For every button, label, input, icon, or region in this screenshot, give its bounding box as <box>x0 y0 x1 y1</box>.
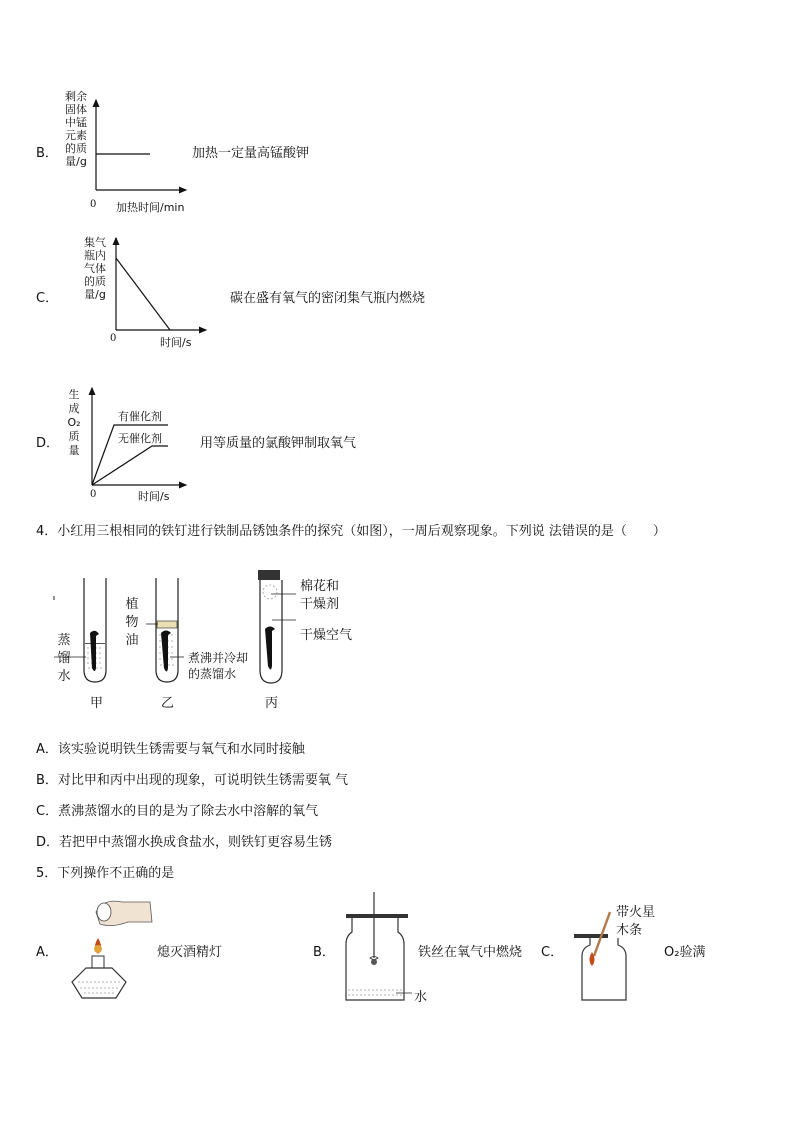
x-axis-label: 时间/s <box>138 490 170 503</box>
q4-option-b: B．对比甲和丙中出现的现象，可说明铁生锈需要氧 气 <box>36 773 349 788</box>
q4-option-a: A．该实验说明铁生锈需要与氧气和水同时接触 <box>36 742 305 757</box>
q4-option-c: C．煮沸蒸馏水的目的是为了除去水中溶解的氧气 <box>36 804 319 819</box>
x-axis-label: 加热时间/min <box>116 201 185 214</box>
option-description: 铁丝在氧气中燃烧 <box>418 945 523 960</box>
q4-option-d: D．若把甲中蒸馏水换成食盐水，则铁钉更容易生锈 <box>36 835 333 850</box>
option-description: 碳在盛有氧气的密闭集气瓶内燃烧 <box>230 291 426 306</box>
question-5-stem: 5．下列操作不正确的是 <box>36 866 175 881</box>
label-vegetable-oil: 植 物 油 <box>125 597 139 648</box>
option-letter: B． <box>36 146 58 161</box>
tube-label-jia: 甲 <box>90 696 104 711</box>
origin-label: 0 <box>90 199 97 210</box>
option-description: O₂验满 <box>664 945 706 960</box>
option-description: 加热一定量高锰酸钾 <box>192 146 310 161</box>
origin-label: 0 <box>110 333 117 344</box>
option-letter: C． <box>36 291 59 306</box>
tube-label-yi: 乙 <box>161 696 175 711</box>
label-water: 水 <box>414 990 428 1005</box>
series-label-catalyst: 有催化剂 <box>118 410 162 423</box>
option-letter: D． <box>36 436 60 451</box>
label-dry-air: 干燥空气 <box>300 628 353 643</box>
label-glowing-splint: 带火星 木条 <box>616 905 656 938</box>
y-axis-label: 剩余 固体 中锰 元素 的质 量/g <box>65 90 87 168</box>
question-4-stem: 4．小红用三根相同的铁钉进行铁制品锈蚀条件的探究（如图），一周后观察现象。下列说 法错误的是（ ） <box>36 524 666 539</box>
y-axis-label: 集气 瓶内 气体 的质 量/g <box>84 236 106 301</box>
label-distilled-water: 蒸 馏 水 <box>57 633 71 684</box>
label-boiled-water: 煮沸并冷却 的蒸馏水 <box>188 651 249 681</box>
option-description: 熄灭酒精灯 <box>157 945 223 960</box>
series-label-no-catalyst: 无催化剂 <box>118 432 162 445</box>
tube-label-bing: 丙 <box>265 696 279 711</box>
y-axis-label: 生 成 O₂ 质 量 <box>67 388 81 457</box>
x-axis-label: 时间/s <box>160 336 192 349</box>
label-cotton-desiccant: 棉花和 干燥剂 <box>300 579 340 612</box>
origin-label: 0 <box>90 489 97 500</box>
option-description: 用等质量的氯酸钾制取氧气 <box>200 436 357 451</box>
option-letter: A． <box>36 945 58 960</box>
option-letter: B． <box>313 945 335 960</box>
option-letter: C． <box>541 945 564 960</box>
